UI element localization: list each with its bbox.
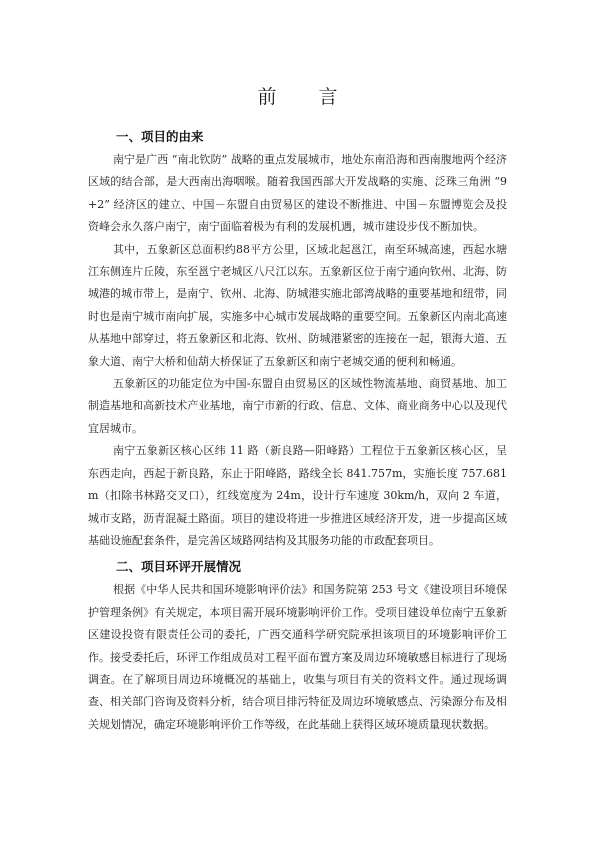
section-heading: 二、项目环评开展情况 bbox=[116, 559, 242, 575]
paragraph: 南宁是广西 “南北钦防” 战略的重点发展城市，地处东南沿海和西南腹地两个经济区域的结合部，是大西南出海咽喉。随着我国西部大开发战略的实施、泛珠三角洲 “9+2” 经济区的建立、中国－东盟自由贸易区的建设不断推进、中国－东盟博览会及投资峰会永久落户南宁，南宁面临着极为有利的发展机遇，城市建设步伐不断加快。 bbox=[88, 153, 507, 234]
section-heading: 一、项目的由来 bbox=[116, 129, 204, 144]
section-project-origin bbox=[88, 125, 507, 552]
paragraph: 根据《中华人民共和国环境影响评价法》和国务院第 253 号文《建设项目环境保护管理条例》有关规定，本项目需开展环境影响评价工作。受项目建设单位南宁五象新区建设投资有限责任公司的委托，广西交通科学研究院承担该项目的环境影响评价工作。接受委托后，环评工作组成员对工程平面布置方案及周边环境敏感目标进行了现场调查。在了解项目周边环境概况的基础上，收集与项目有关的资料文件。通过现场调查、相关部门咨询及资料分析，结合项目排污特征及周边环境敏感点、污染源分布及相关规划情况，确定环境影响评价工作等级，在此基础上获得区域环境质量现状数据。 bbox=[88, 583, 507, 731]
page-title: 前 言 bbox=[257, 86, 356, 108]
paragraph: 五象新区的功能定位为中国-东盟自由贸易区的区域性物流基地、商贸基地、加工制造基地和高新技术产业基地，南宁市新的行政、信息、文体、商业商务中心以及现代宜居城市。 bbox=[88, 377, 507, 435]
paragraph: 南宁五象新区核心区纬 11 路（新良路—阳峰路）工程位于五象新区核心区，呈东西走向，西起于新良路，东止于阳峰路，路线全长 841.757m，实施长度 757.681m（扣除书林路交叉口），红线宽度为 24m，设计行车速度 30km/h，双向 2 车道，城市支路，沥青混凝土路面。项目的建设将进一步推进区域经济开发，进一步提高区域基础设施配套条件，是完善区域路网结构及其服务功能的市政配套项目。 bbox=[88, 444, 507, 547]
paragraph: 其中，五象新区总面积约88平方公里，区域北起邕江，南至环城高速，西起水塘江东侧连片丘陵，东至邕宁老城区八尺江以东。五象新区位于南宁通向钦州、北海、防城港的城市带上，是南宁、钦州、北海、防城港实施北部湾战略的重要基地和纽带，同时也是南宁城市南向扩展，实施多中心城市发展战略的重要空间。五象新区内南北高速从基地中部穿过，将五象新区和北海、钦州、防城港紧密的连接在一起，银海大道、五象大道、南宁大桥和仙葫大桥保证了五象新区和南宁老城交通的便利和畅通。 bbox=[88, 242, 507, 368]
section-eia-progress bbox=[88, 555, 507, 736]
